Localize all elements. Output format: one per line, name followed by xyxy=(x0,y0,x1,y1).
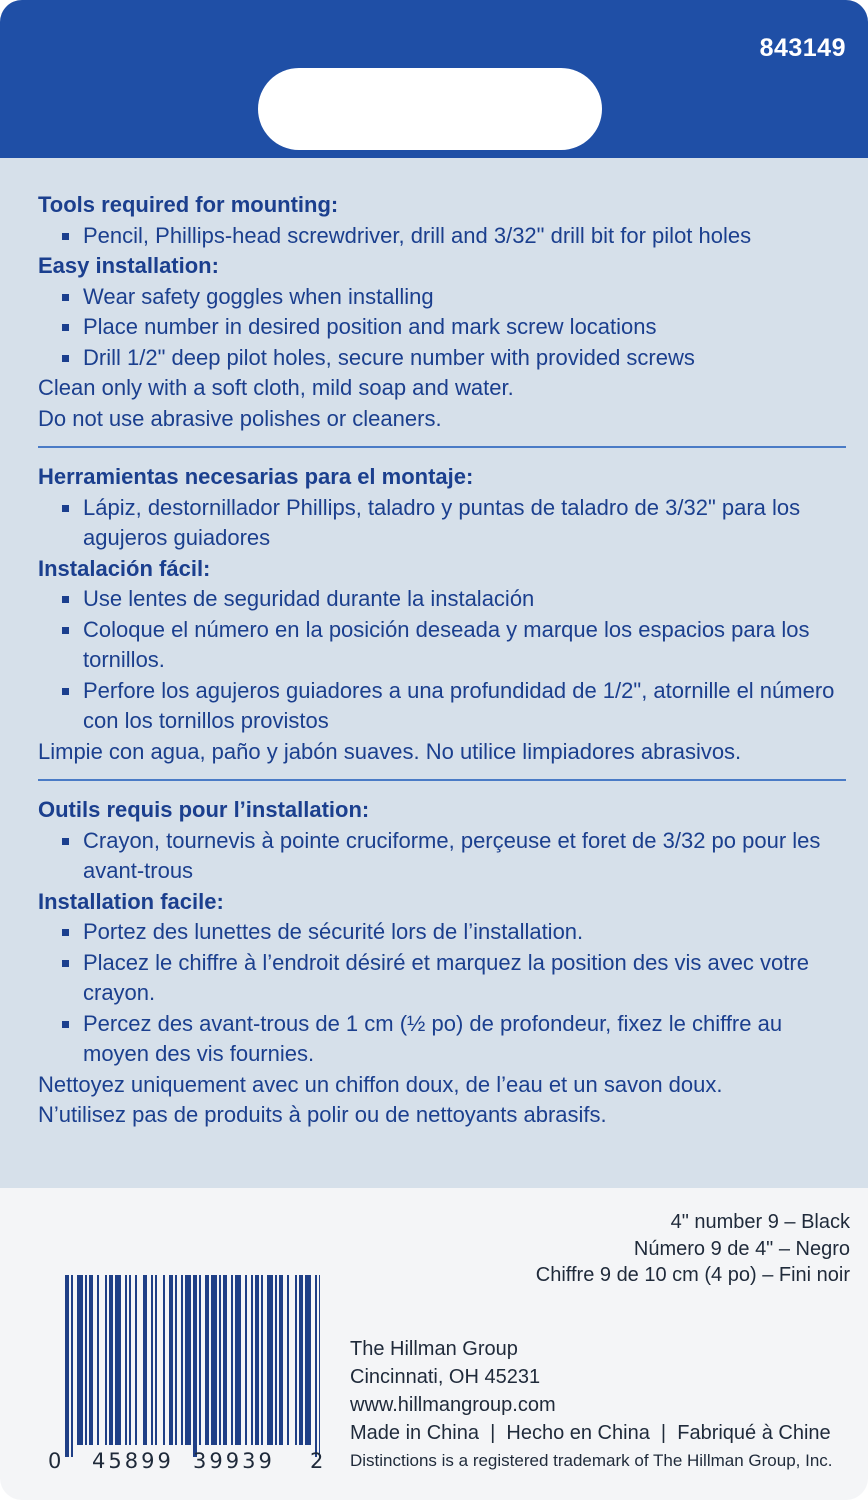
install-list-en xyxy=(38,282,850,374)
barcode-bar xyxy=(105,1275,107,1445)
tools-list-en xyxy=(38,221,850,252)
barcode-bar xyxy=(295,1275,297,1445)
barcode-bar xyxy=(223,1275,227,1445)
barcode-bar xyxy=(143,1275,147,1445)
section-french xyxy=(38,795,850,1131)
barcode-bar xyxy=(193,1275,197,1457)
barcode-group-2: 39939 xyxy=(193,1449,275,1473)
barcode-bar xyxy=(211,1275,217,1445)
sku-number: 843149 xyxy=(759,34,846,62)
barcode-bar xyxy=(169,1275,173,1445)
bullet-icon xyxy=(62,355,69,362)
barcode-bar xyxy=(299,1275,303,1445)
section-english xyxy=(38,190,850,434)
barcode-bar xyxy=(199,1275,201,1445)
tools-heading-es: Herramientas necesarias para el montaje: xyxy=(38,464,474,489)
barcode-bar xyxy=(235,1275,241,1445)
barcode-bar xyxy=(89,1275,93,1445)
tools-heading-en: Tools required for mounting: xyxy=(38,192,339,217)
barcode-bar xyxy=(129,1275,131,1445)
install-list-fr xyxy=(38,917,850,1070)
bullet-icon xyxy=(62,1021,69,1028)
list-item: Wear safety goggles when installing xyxy=(38,282,850,313)
barcode-bar xyxy=(151,1275,153,1445)
bullet-icon xyxy=(62,688,69,695)
barcode-bar xyxy=(115,1275,121,1445)
tools-heading-fr: Outils requis pour l’installation: xyxy=(38,797,370,822)
list-item: Place number in desired position and mark screw locations xyxy=(38,312,850,343)
country-of-origin: Made in China | Hecho en China | Fabriqué à Chine xyxy=(350,1422,831,1444)
product-line-fr: Chiffre 9 de 10 cm (4 po) – Fini noir xyxy=(535,1264,850,1286)
barcode-bar xyxy=(155,1275,157,1445)
list-item: Use lentes de seguridad durante la instalación xyxy=(38,584,850,615)
install-heading-fr: Installation facile: xyxy=(38,888,224,914)
bullet-icon xyxy=(62,929,69,936)
barcode-bar xyxy=(185,1275,191,1445)
list-item: Pencil, Phillips-head screwdriver, drill and 3/32" drill bit for pilot holes xyxy=(38,221,850,252)
instructions-content xyxy=(38,190,850,1131)
barcode-digit-left: 0 xyxy=(48,1449,62,1473)
barcode-bar xyxy=(65,1275,69,1457)
list-item: Drill 1/2" deep pilot holes, secure number with provided screws xyxy=(38,343,850,374)
care-line-en-1: Clean only with a soft cloth, mild soap and water. xyxy=(38,375,514,400)
tools-list-fr xyxy=(38,826,850,887)
bullet-icon xyxy=(62,960,69,967)
list-item: Portez des lunettes de sécurité lors de l’installation. xyxy=(38,917,850,948)
company-website: www.hillmangroup.com xyxy=(350,1394,556,1416)
list-item: Perfore los agujeros guiadores a una profundidad de 1/2", atornille el número con los tornillos provistos xyxy=(38,676,850,737)
barcode-bar xyxy=(319,1275,320,1457)
install-heading-es: Instalación fácil: xyxy=(38,555,211,581)
hang-hole xyxy=(258,68,602,150)
barcode-bar xyxy=(97,1275,99,1445)
barcode-bar xyxy=(77,1275,83,1445)
barcode-bar xyxy=(135,1275,137,1445)
divider xyxy=(38,779,846,781)
list-item: Placez le chiffre à l’endroit désiré et marquez la position des vis avec votre crayon. xyxy=(38,948,850,1009)
company-name: The Hillman Group xyxy=(350,1338,518,1360)
barcode-bar xyxy=(251,1275,253,1445)
barcode-bar xyxy=(85,1275,87,1445)
barcode-group-1: 45899 xyxy=(92,1449,174,1473)
barcode-bar xyxy=(315,1275,317,1457)
bullet-icon xyxy=(62,233,69,240)
header-band xyxy=(0,0,868,158)
tools-list-es xyxy=(38,493,850,554)
barcode-bar xyxy=(255,1275,259,1445)
bullet-icon xyxy=(62,294,69,301)
bullet-icon xyxy=(62,838,69,845)
barcode-bar xyxy=(109,1275,113,1445)
barcode-bar xyxy=(181,1275,183,1445)
product-line-es: Número 9 de 4" – Negro xyxy=(633,1237,850,1260)
barcode-bar xyxy=(279,1275,283,1445)
care-line-es-1: Limpie con agua, paño y jabón suaves. No utilice limpiadores abrasivos. xyxy=(38,738,742,764)
barcode-bar xyxy=(205,1275,209,1445)
barcode-bar xyxy=(287,1275,289,1445)
bullet-icon xyxy=(62,505,69,512)
barcode xyxy=(65,1275,320,1457)
barcode-bar xyxy=(231,1275,233,1445)
list-item: Percez des avant-trous de 1 cm (½ po) de profondeur, fixez le chiffre au moyen des vis fournies. xyxy=(38,1009,850,1070)
section-spanish xyxy=(38,462,850,767)
bullet-icon xyxy=(62,324,69,331)
care-line-en-2: Do not use abrasive polishes or cleaners. xyxy=(38,405,442,431)
company-info xyxy=(350,1335,833,1475)
trademark-notice: Distinctions is a registered trademark of The Hillman Group, Inc. xyxy=(350,1451,833,1470)
barcode-bar xyxy=(261,1275,263,1445)
install-heading-en: Easy installation: xyxy=(38,253,219,278)
product-description xyxy=(536,1209,850,1289)
barcode-bar xyxy=(245,1275,247,1445)
barcode-bar xyxy=(125,1275,127,1445)
care-line-fr-2: N’utilisez pas de produits à polir ou de nettoyants abrasifs. xyxy=(38,1102,607,1127)
barcode-bar xyxy=(275,1275,277,1445)
barcode-digit-right: 2 xyxy=(310,1449,324,1473)
list-item: Lápiz, destornillador Phillips, taladro y puntas de taladro de 3/32" para los agujeros guiadores xyxy=(38,493,850,554)
barcode-bar xyxy=(267,1275,273,1445)
barcode-bar xyxy=(163,1275,165,1445)
barcode-bar xyxy=(71,1275,73,1457)
barcode-bar xyxy=(175,1275,177,1445)
bullet-icon xyxy=(62,627,69,634)
bullet-icon xyxy=(62,596,69,603)
product-line-en: 4" number 9 – Black xyxy=(670,1211,850,1233)
list-item: Coloque el número en la posición deseada y marque los espacios para los tornillos. xyxy=(38,615,850,676)
barcode-bar xyxy=(219,1275,221,1445)
list-item: Crayon, tournevis à pointe cruciforme, perçeuse et foret de 3/32 po pour les avant-trous xyxy=(38,826,850,887)
company-city: Cincinnati, OH 45231 xyxy=(350,1366,541,1388)
divider xyxy=(38,446,846,448)
care-line-fr-1: Nettoyez uniquement avec un chiffon doux, de l’eau et un savon doux. xyxy=(38,1071,723,1097)
barcode-bar xyxy=(305,1275,311,1445)
install-list-es xyxy=(38,584,850,737)
